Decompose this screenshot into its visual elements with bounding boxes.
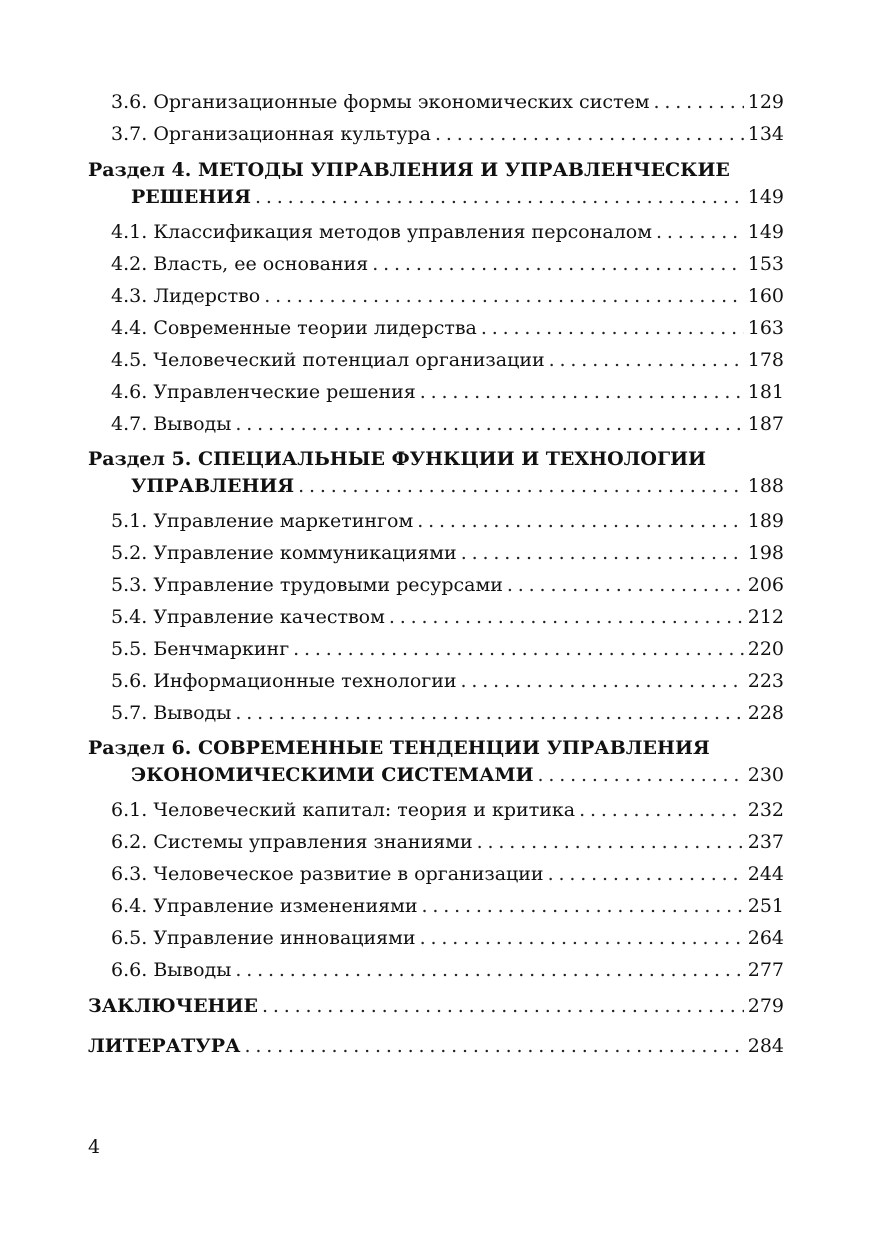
leader-dots (507, 573, 744, 597)
toc-entry-3-6[interactable] (111, 90, 784, 114)
toc-entry-title: 5.3. Управление трудовыми ресурсами (111, 574, 503, 596)
toc-entry-title: 6.3. Человеческое развитие в организации (111, 863, 544, 885)
leader-dots (417, 509, 744, 533)
leader-dots (477, 830, 744, 854)
toc-entry-5-3[interactable] (111, 573, 784, 597)
toc-entry-3-7[interactable] (111, 122, 784, 146)
leader-dots (548, 862, 744, 886)
toc-page-number: 149 (747, 221, 784, 243)
toc-page-number: 251 (747, 895, 784, 917)
toc-entry-title: 5.2. Управление коммуникациями (111, 542, 457, 564)
toc-entry-4-1[interactable] (111, 220, 784, 244)
toc-entry-5-4[interactable] (111, 605, 784, 629)
toc-entry-title: 6.2. Системы управления знаниями (111, 831, 473, 853)
leader-dots (244, 1034, 743, 1058)
leader-dots (298, 474, 744, 498)
toc-entry-literature[interactable] (88, 1034, 784, 1058)
toc-entry-title: 4.4. Современные теории лидерства (111, 317, 477, 339)
toc-entry-title: 5.6. Информационные технологии (111, 670, 457, 692)
toc-page-number: 160 (747, 285, 784, 307)
toc-entry-title: 4.1. Классификация методов управления персоналом (111, 221, 652, 243)
toc-entry-5-6[interactable] (111, 669, 784, 693)
toc-entry-4-5[interactable] (111, 348, 784, 372)
toc-page-number: 163 (747, 317, 784, 339)
section-6-heading[interactable] (88, 736, 710, 760)
section-label: Раздел 6. (88, 737, 192, 759)
toc-entry-4-7[interactable] (111, 412, 784, 436)
toc-page-number: 134 (747, 123, 784, 145)
toc-page-number: 212 (747, 606, 784, 628)
toc-page-number: 198 (747, 542, 784, 564)
section-6-heading-cont[interactable] (131, 763, 784, 787)
section-4-heading-cont[interactable] (131, 185, 784, 209)
toc-page-number: 237 (747, 831, 784, 853)
toc-entry-title: 4.3. Лидерство (111, 285, 261, 307)
section-title-cont: ЭКОНОМИЧЕСКИМИ СИСТЕМАМИ (131, 764, 534, 786)
leader-dots (654, 90, 744, 114)
leader-dots (372, 252, 743, 276)
toc-page-number: 228 (747, 702, 784, 724)
leader-dots (293, 637, 744, 661)
toc-entry-5-1[interactable] (111, 509, 784, 533)
toc-page-number: 206 (747, 574, 784, 596)
toc-entry-4-6[interactable] (111, 380, 784, 404)
toc-page-number: 149 (747, 186, 784, 208)
page-number: 4 (88, 1136, 101, 1158)
section-title: СПЕЦИАЛЬНЫЕ ФУНКЦИИ И ТЕХНОЛОГИИ (197, 448, 707, 470)
leader-dots (481, 316, 744, 340)
leader-dots (579, 798, 744, 822)
toc-entry-conclusion[interactable] (88, 994, 784, 1018)
toc-page-number: 187 (747, 413, 784, 435)
toc-entry-5-5[interactable] (111, 637, 784, 661)
toc-entry-title: 5.5. Бенчмаркинг (111, 638, 290, 660)
toc-entry-title: 3.7. Организационная культура (111, 123, 432, 145)
toc-entry-title: 4.2. Власть, ее основания (111, 253, 369, 275)
section-4-heading[interactable] (88, 158, 730, 182)
toc-page-number: 277 (747, 959, 784, 981)
toc-entry-6-4[interactable] (111, 894, 784, 918)
toc-entry-5-2[interactable] (111, 541, 784, 565)
leader-dots (420, 926, 744, 950)
toc-page-number: 244 (747, 863, 784, 885)
toc-page-number: 181 (747, 381, 784, 403)
toc-entry-4-2[interactable] (111, 252, 784, 276)
toc-page-number: 220 (747, 638, 784, 660)
toc-entry-title: 5.7. Выводы (111, 702, 232, 724)
leader-dots (422, 894, 744, 918)
toc-entry-title: ЛИТЕРАТУРА (88, 1035, 241, 1057)
section-title: СОВРЕМЕННЫЕ ТЕНДЕНЦИИ УПРАВЛЕНИЯ (197, 737, 710, 759)
toc-page-number: 279 (747, 995, 784, 1017)
leader-dots (461, 541, 744, 565)
leader-dots (420, 380, 744, 404)
toc-page-number: 223 (747, 670, 784, 692)
toc-entry-title: 4.5. Человеческий потенциал организации (111, 349, 545, 371)
leader-dots (264, 284, 744, 308)
leader-dots (656, 220, 744, 244)
leader-dots (549, 348, 744, 372)
leader-dots (235, 701, 743, 725)
toc-entry-6-6[interactable] (111, 958, 784, 982)
toc-entry-title: ЗАКЛЮЧЕНИЕ (88, 995, 258, 1017)
leader-dots (255, 185, 744, 209)
leader-dots (538, 763, 744, 787)
leader-dots (435, 122, 744, 146)
toc-page-number: 129 (747, 91, 784, 113)
toc-page-number: 230 (747, 764, 784, 786)
toc-entry-6-1[interactable] (111, 798, 784, 822)
leader-dots (461, 669, 744, 693)
toc-page-number: 284 (747, 1035, 784, 1057)
toc-entry-title: 3.6. Организационные формы экономических систем (111, 91, 650, 113)
toc-entry-6-2[interactable] (111, 830, 784, 854)
leader-dots (389, 605, 744, 629)
toc-entry-5-7[interactable] (111, 701, 784, 725)
toc-entry-6-5[interactable] (111, 926, 784, 950)
leader-dots (262, 994, 744, 1018)
section-label: Раздел 5. (88, 448, 192, 470)
toc-page-number: 264 (747, 927, 784, 949)
toc-entry-title: 4.6. Управленческие решения (111, 381, 416, 403)
toc-entry-title: 5.4. Управление качеством (111, 606, 385, 628)
section-title-cont: РЕШЕНИЯ (131, 186, 252, 208)
toc-entry-4-4[interactable] (111, 316, 784, 340)
section-label: Раздел 4. (88, 159, 192, 181)
section-5-heading-cont[interactable] (131, 474, 784, 498)
toc-page-number: 189 (747, 510, 784, 532)
leader-dots (235, 958, 743, 982)
section-title-cont: УПРАВЛЕНИЯ (131, 475, 295, 497)
section-5-heading[interactable] (88, 447, 706, 471)
toc-entry-title: 6.4. Управление изменениями (111, 895, 418, 917)
toc-entry-title: 6.5. Управление инновациями (111, 927, 416, 949)
leader-dots (235, 412, 743, 436)
toc-entry-6-3[interactable] (111, 862, 784, 886)
toc-entry-title: 6.1. Человеческий капитал: теория и критика (111, 799, 576, 821)
toc-page-number: 178 (747, 349, 784, 371)
toc-entry-4-3[interactable] (111, 284, 784, 308)
toc-entry-title: 6.6. Выводы (111, 959, 232, 981)
toc-page-number: 153 (747, 253, 784, 275)
toc-entry-title: 4.7. Выводы (111, 413, 232, 435)
toc-page-number: 232 (747, 799, 784, 821)
toc-entry-title: 5.1. Управление маркетингом (111, 510, 414, 532)
section-title: МЕТОДЫ УПРАВЛЕНИЯ И УПРАВЛЕНЧЕСКИЕ (197, 159, 730, 181)
toc-page-number: 188 (747, 475, 784, 497)
